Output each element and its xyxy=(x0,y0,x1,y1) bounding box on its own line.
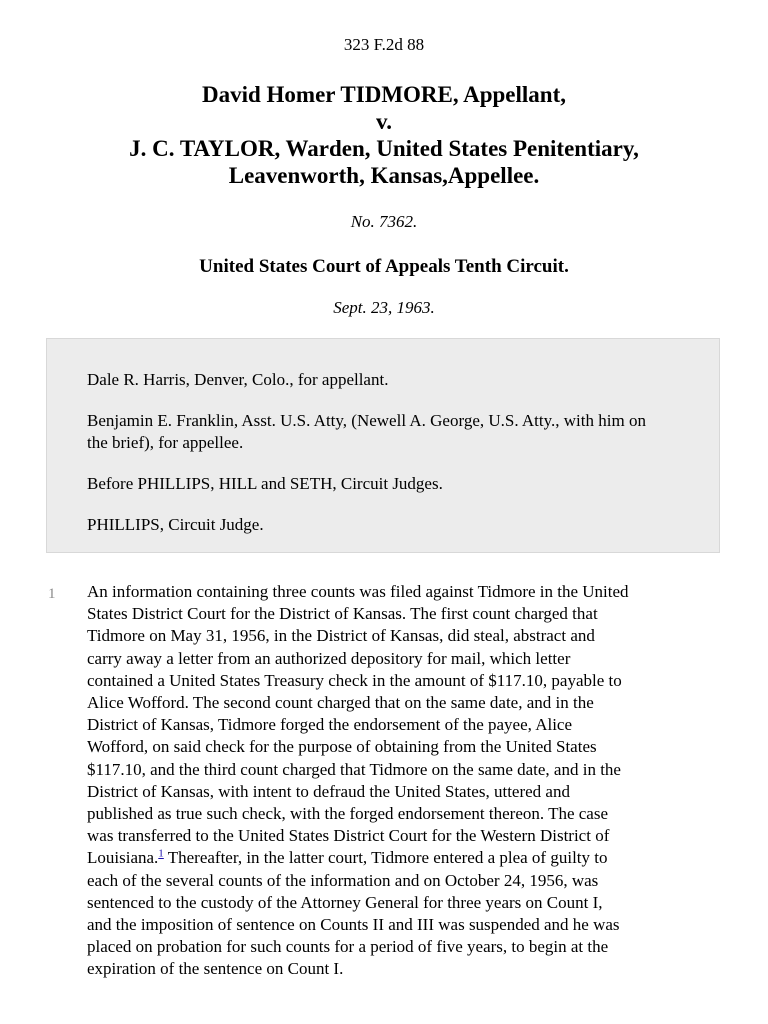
counsel-appellee: Benjamin E. Franklin, Asst. U.S. Atty, (Newell A. George, U.S. Atty., with him on the brief), for appellee. xyxy=(87,411,646,452)
case-citation: 323 F.2d 88 xyxy=(343,35,425,54)
text-line: contained a United States Treasury check in the amount of $117.10, payable to xyxy=(87,670,622,690)
text-fragment: Thereafter, in the latter court, Tidmore entered a plea of guilty to xyxy=(163,848,608,868)
court-name: United States Court of Appeals Tenth Circuit. xyxy=(199,256,569,277)
text-line: District of Kansas, Tidmore forged the endorsement of the payee, Alice xyxy=(87,715,573,735)
text-line: $117.10, and the third count charged that Tidmore on the same date, and in the xyxy=(87,759,621,779)
paragraph-number: 1 xyxy=(48,586,56,602)
case-title-line: J. C. TAYLOR, Warden, United States Penitentiary, xyxy=(129,136,639,161)
text-line: published as true such check, with the forged endorsement thereon. The case xyxy=(87,804,609,824)
case-title-line: David Homer TIDMORE, Appellant, xyxy=(202,82,566,107)
footnote-link[interactable]: 1 xyxy=(158,847,164,860)
text-line xyxy=(87,847,723,869)
text-line: was transferred to the United States District Court for the Western District of xyxy=(87,826,610,846)
counsel-panel xyxy=(46,338,720,553)
text-fragment: Louisiana. xyxy=(87,848,159,868)
opinion-author: PHILLIPS, Circuit Judge. xyxy=(87,515,264,534)
decision-date: Sept. 23, 1963. xyxy=(333,298,435,317)
text-line: each of the several counts of the information and on October 24, 1956, was xyxy=(87,870,599,890)
text-line: Alice Wofford. The second count charged that on the same date, and in the xyxy=(87,693,594,713)
counsel-appellant: Dale R. Harris, Denver, Colo., for appellant. xyxy=(87,370,389,389)
case-title-line: Leavenworth, Kansas,Appellee. xyxy=(228,163,540,188)
case-title-line: v. xyxy=(376,109,392,134)
text-line: Wofford, on said check for the purpose of obtaining from the United States xyxy=(87,737,597,757)
case-title xyxy=(0,81,768,189)
text-line: and the imposition of sentence on Counts II and III was suspended and he was xyxy=(87,915,620,935)
text-line: An information containing three counts was filed against Tidmore in the United xyxy=(87,582,629,601)
panel-judges: Before PHILLIPS, HILL and SETH, Circuit Judges. xyxy=(87,474,443,493)
paragraph-text xyxy=(87,581,723,981)
text-line: District of Kansas, with intent to defraud the United States, uttered and xyxy=(87,781,570,801)
text-line: States District Court for the District of Kansas. The first count charged that xyxy=(87,604,598,624)
text-line: Tidmore on May 31, 1956, in the District of Kansas, did steal, abstract and xyxy=(87,626,595,646)
text-line: placed on probation for such counts for a period of five years, to begin at the xyxy=(87,937,609,957)
text-line: sentenced to the custody of the Attorney General for three years on Count I, xyxy=(87,892,603,912)
text-line: expiration of the sentence on Count I. xyxy=(87,959,344,979)
docket-number: No. 7362. xyxy=(350,212,418,231)
text-line: carry away a letter from an authorized depository for mail, which letter xyxy=(87,648,571,668)
